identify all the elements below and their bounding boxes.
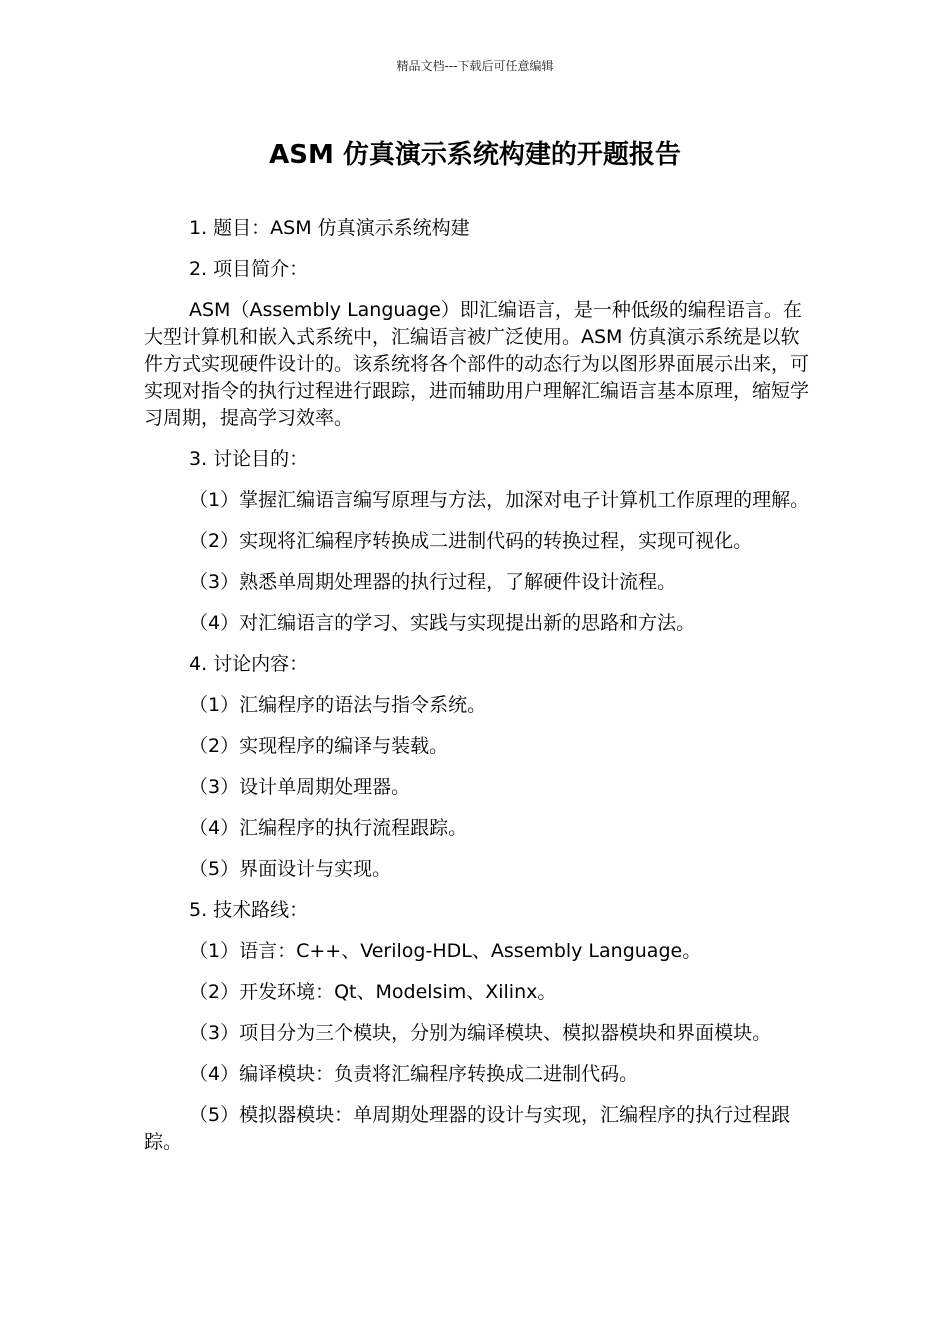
objective-item-2: （2）实现将汇编程序转换成二进制代码的转换过程，实现可视化。 <box>189 530 753 552</box>
heading-objectives: 3. 讨论目的： <box>189 448 309 470</box>
route-item-3: （3）项目分为三个模块，分别为编译模块、模拟器模块和界面模块。 <box>189 1022 772 1044</box>
objective-item-4: （4）对汇编语言的学习、实践与实现提出新的思路和方法。 <box>189 612 696 634</box>
route-item-4: （4）编译模块：负责将汇编程序转换成二进制代码。 <box>189 1063 639 1085</box>
content-item-5: （5）界面设计与实现。 <box>189 858 392 880</box>
heading-project-intro: 2. 项目简介： <box>189 258 309 280</box>
document-body <box>144 215 812 1170</box>
paragraph-project-intro: ASM（Assembly Language）即汇编语言，是一种低级的编程语言。在大型计算机和嵌入式系统中，汇编语言被广泛使用。ASM 仿真演示系统是以软件方式实现硬件设计的。该系统将各个部件的动态行为以图形界面展示出来，可实现对指令的执行过程进行跟踪，进而辅助用户理解汇编语言基本原理，缩短学习周期，提高学习效率。 <box>144 299 810 429</box>
page-header: 精品文档---下载后可任意编辑 <box>396 59 554 73</box>
objective-item-1: （1）掌握汇编语言编写原理与方法，加深对电子计算机工作原理的理解。 <box>189 489 810 511</box>
content-item-1: （1）汇编程序的语法与指令系统。 <box>189 694 487 716</box>
paragraph-topic: 1. 题目：ASM 仿真演示系统构建 <box>189 217 470 239</box>
objective-item-3: （3）熟悉单周期处理器的执行过程，了解硬件设计流程。 <box>189 571 677 593</box>
route-item-1: （1）语言：C++、Verilog-HDL、Assembly Language。 <box>189 940 702 962</box>
content-item-3: （3）设计单周期处理器。 <box>189 776 411 798</box>
route-item-2: （2）开发环境：Qt、Modelsim、Xilinx。 <box>189 981 557 1003</box>
route-item-5: （5）模拟器模块：单周期处理器的设计与实现，汇编程序的执行过程跟踪。 <box>144 1104 791 1153</box>
content-item-4: （4）汇编程序的执行流程跟踪。 <box>189 817 468 839</box>
heading-content: 4. 讨论内容： <box>189 653 309 675</box>
content-item-2: （2）实现程序的编译与装载。 <box>189 735 449 757</box>
heading-technical-route: 5. 技术路线： <box>189 899 309 921</box>
document-title: ASM 仿真演示系统构建的开题报告 <box>269 140 681 170</box>
